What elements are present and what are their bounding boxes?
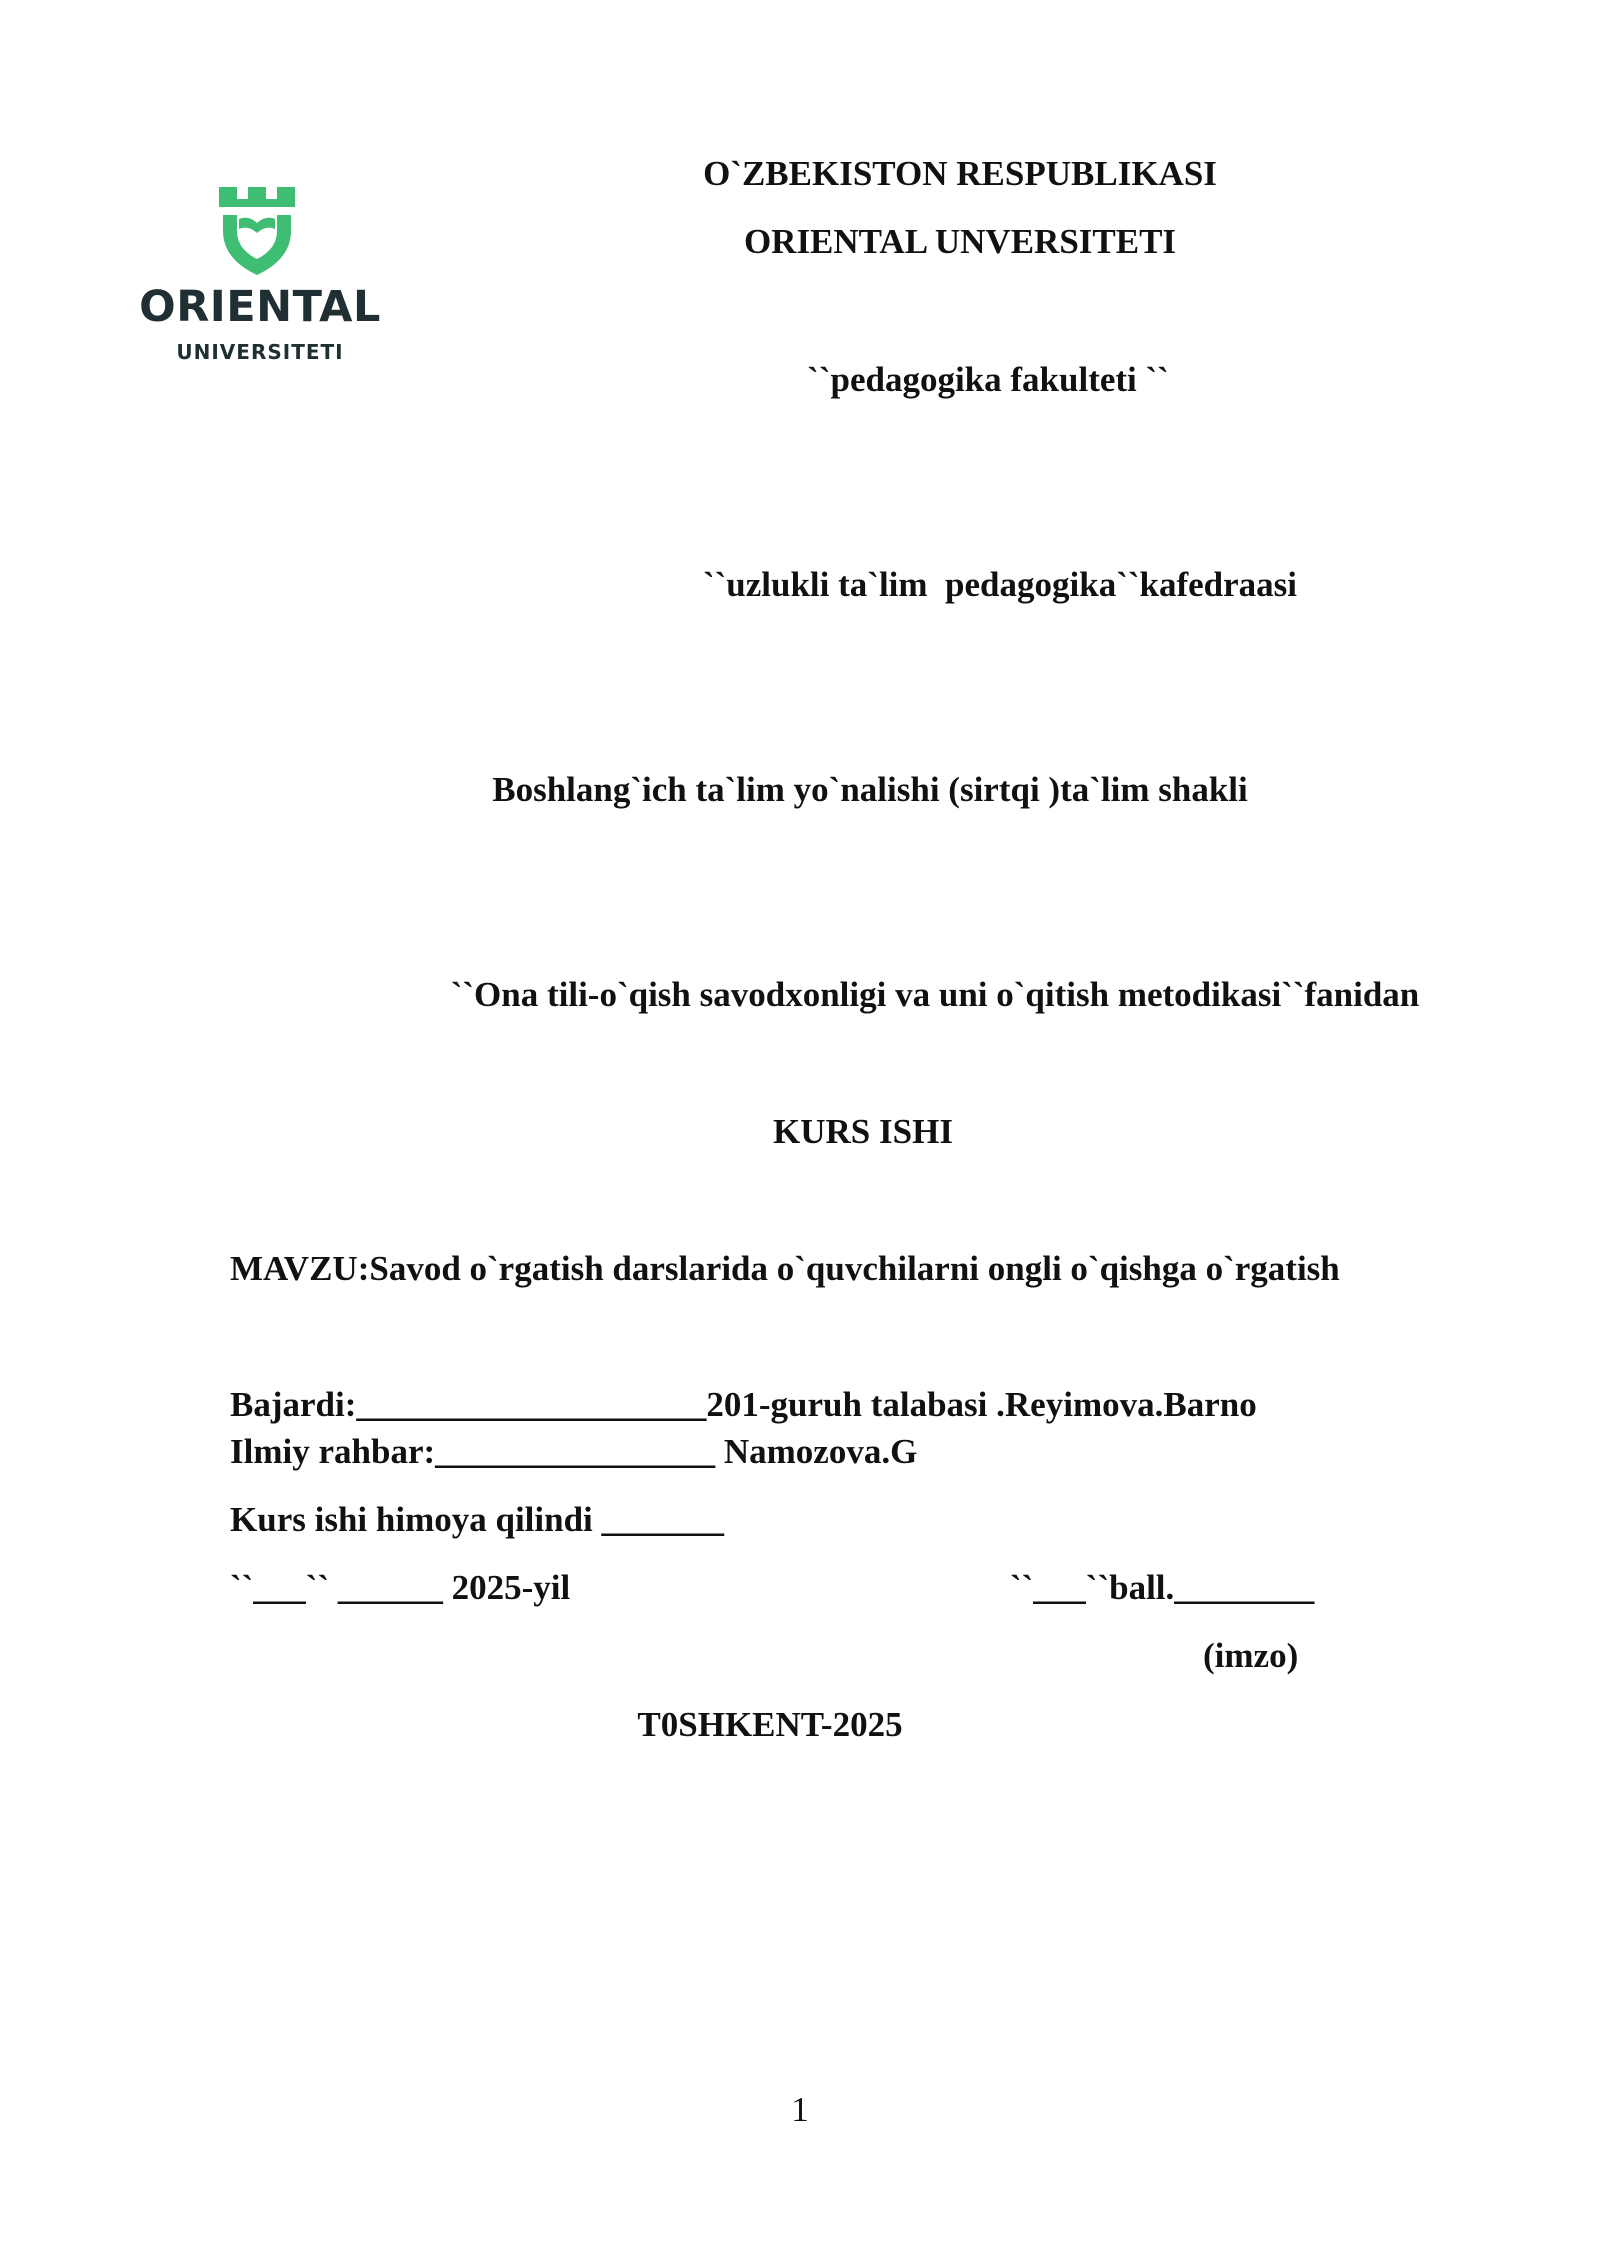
republic-heading: O`ZBEKISTON RESPUBLIKASI: [703, 154, 1217, 193]
university-logo: [135, 180, 385, 370]
author-line: Bajardi:____________________201-guruh talabasi .Reyimova.Barno: [230, 1385, 1257, 1424]
logo-wordmark: ORIENTAL: [139, 282, 381, 332]
score-line: ``___``ball.________: [1010, 1568, 1315, 1607]
city-year: T0SHKENT-2025: [637, 1705, 903, 1744]
topic-line: MAVZU:Savod o`rgatish darslarida o`quvchilarni ongli o`qishga o`rgatish: [230, 1249, 1340, 1288]
department-line: ``uzlukli ta`lim pedagogika``kafedraasi: [702, 565, 1298, 604]
university-heading: ORIENTAL UNVERSITETI: [743, 222, 1177, 261]
defense-line: Kurs ishi himoya qilindi _______: [230, 1500, 725, 1539]
book-shield-icon: [217, 185, 297, 279]
direction-line: Boshlang`ich ta`lim yo`nalishi (sirtqi )ta`lim shakli: [492, 770, 1248, 809]
signature-label: (imzo): [1203, 1636, 1299, 1675]
supervisor-line: Ilmiy rahbar:________________ Namozova.G: [230, 1432, 918, 1471]
defense-date-line: ``___`` ______ 2025-yil: [230, 1568, 571, 1607]
document-type: KURS ISHI: [773, 1112, 953, 1151]
page-number: 1: [791, 2090, 809, 2129]
logo-subtitle: UNIVERSITETI: [176, 340, 344, 364]
faculty-line: ``pedagogika fakulteti ``: [807, 360, 1169, 399]
subject-line: ``Ona tili-o`qish savodxonligi va uni o`qitish metodikasi``fanidan: [450, 975, 1420, 1014]
